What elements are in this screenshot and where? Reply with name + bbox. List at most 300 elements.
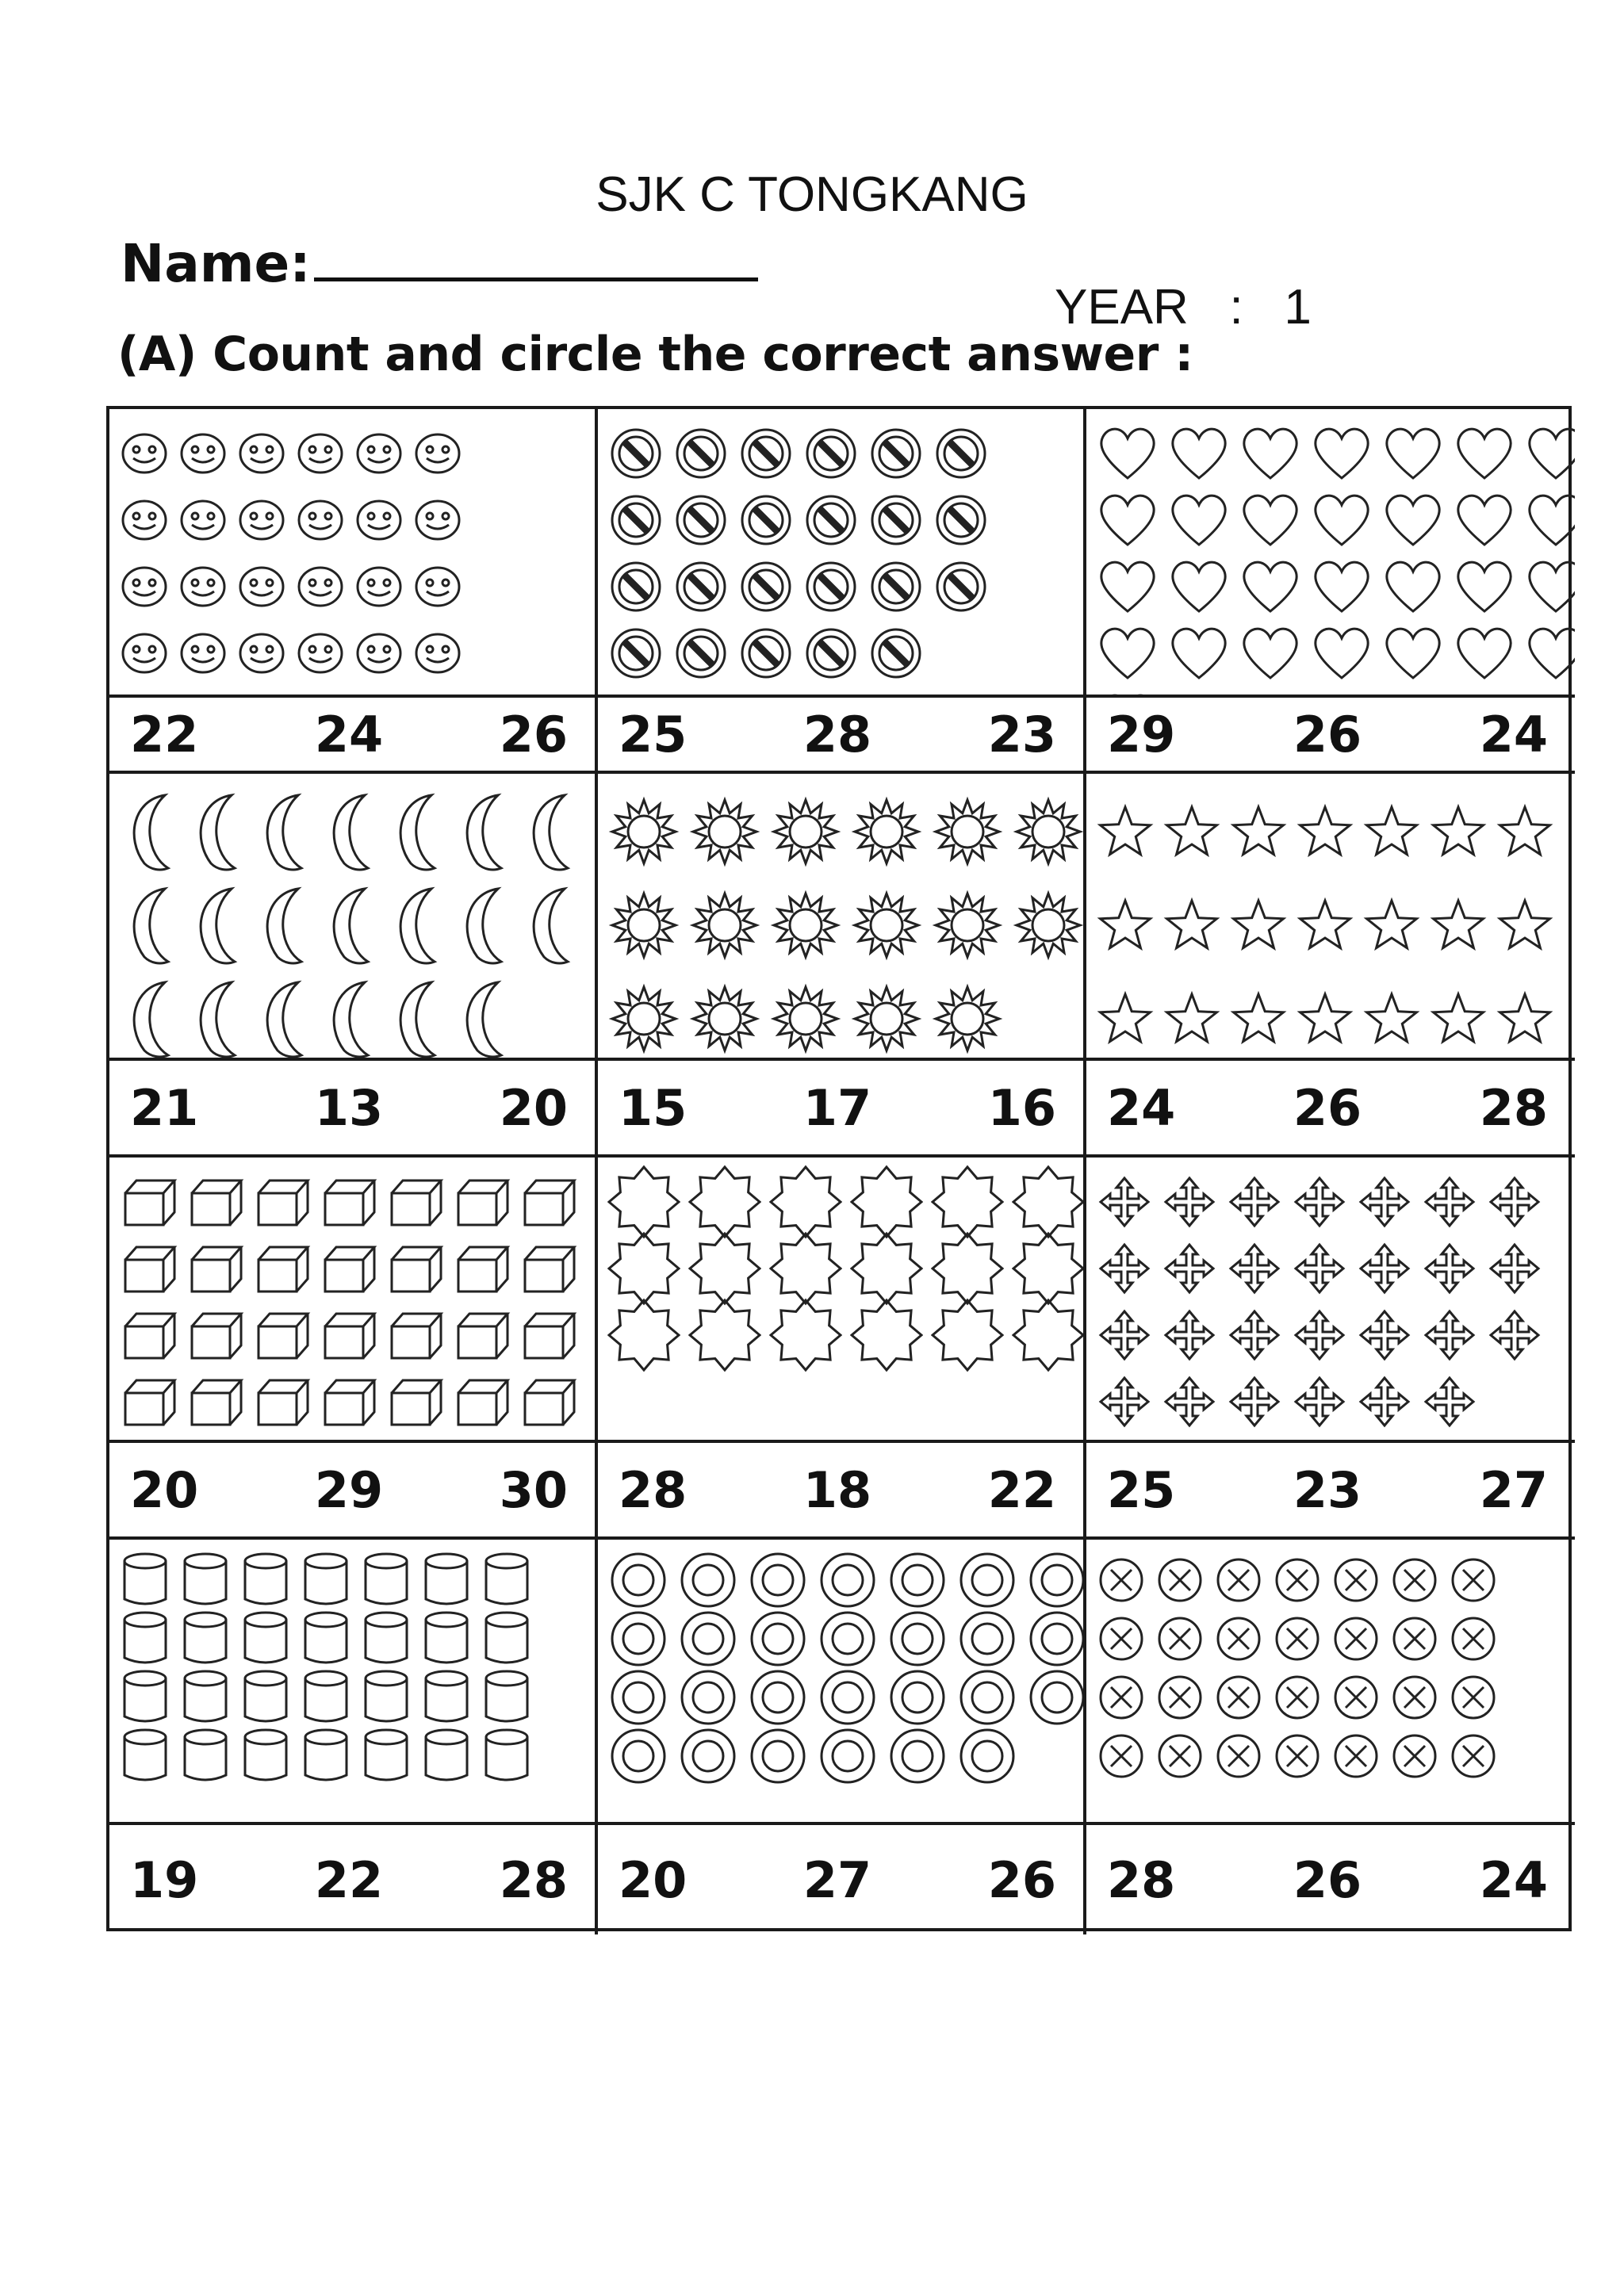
eight-point-star-icon [850,1295,923,1375]
heart-icon [1096,491,1159,549]
smiley-icon [412,561,463,612]
cylinder-icon [360,1667,412,1728]
double-circle-icon [607,1549,669,1611]
answer-option[interactable]: 30 [499,1460,568,1519]
shape-row [1096,420,1567,487]
star-icon [1296,989,1354,1048]
heart-icon [1096,691,1159,698]
cylinder-icon [179,1609,232,1669]
shape-row [119,553,587,620]
cross-arrows-icon [1356,1307,1413,1364]
smiley-icon [354,628,404,679]
answer-option[interactable]: 18 [802,1460,872,1519]
moon-icon [119,790,178,873]
shape-row [607,1235,1075,1302]
sun-icon [688,889,761,962]
smiley-icon [119,495,170,545]
star-icon [1496,989,1554,1048]
question-9-answers [1086,1443,1575,1540]
moon-icon [519,884,577,966]
no-sign-icon [672,558,730,615]
cylinder-icon [420,1726,473,1786]
question-1-picture [109,409,598,698]
shape-row [607,620,1075,687]
cross-arrows-icon [1421,1240,1478,1297]
shape-row [119,878,587,972]
answer-option[interactable]: 17 [802,1078,872,1137]
heart-icon [1239,424,1302,483]
cross-arrows-icon [1226,1307,1283,1364]
circled-x-icon [1331,1613,1381,1664]
shape-row [1096,487,1567,553]
moon-icon [385,790,444,873]
shape-row [1096,687,1567,698]
shape-row [119,1727,587,1785]
shape-row [1096,878,1567,972]
shape-row [607,1302,1075,1368]
question-12-picture [1086,1540,1575,1825]
answer-option[interactable]: 27 [1479,1460,1548,1519]
circled-x-icon [1389,1555,1440,1605]
no-sign-icon [672,625,730,682]
double-circle-icon [1026,1667,1086,1728]
cylinder-icon [119,1667,171,1728]
no-sign-icon [737,558,795,615]
answer-option[interactable]: 29 [314,1460,384,1519]
shape-row [1096,972,1567,1061]
star-icon [1096,989,1155,1048]
circled-x-icon [1213,1672,1264,1723]
answer-option[interactable]: 26 [499,705,568,763]
cross-arrows-icon [1096,1307,1153,1364]
star-icon [1429,802,1488,861]
question-11-answers [598,1825,1086,1934]
answer-option[interactable]: 22 [314,1850,384,1909]
cylinder-icon [300,1667,352,1728]
double-circle-icon [887,1725,948,1787]
moon-icon [186,790,244,873]
cylinder-icon [179,1667,232,1728]
shape-row [607,1727,1075,1785]
cylinder-icon [481,1609,533,1669]
circled-x-icon [1389,1613,1440,1664]
double-circle-icon [956,1725,1018,1787]
double-circle-icon [956,1667,1018,1728]
heart-icon [1381,557,1445,616]
cylinder-icon [119,1726,171,1786]
star-icon [1229,802,1288,861]
no-sign-icon [672,425,730,482]
shape-row [607,420,1075,487]
heart-icon [1524,557,1575,616]
question-10-picture [109,1540,598,1825]
circled-x-icon [1096,1613,1147,1664]
double-circle-icon [747,1549,809,1611]
cylinder-icon [420,1667,473,1728]
cylinder-icon [239,1609,292,1669]
smiley-icon [295,628,346,679]
circled-x-icon [1448,1672,1499,1723]
cross-arrows-icon [1421,1173,1478,1230]
heart-icon [1096,557,1159,616]
cross-arrows-icon [1291,1373,1348,1430]
double-circle-icon [747,1725,809,1787]
question-3-picture [1086,409,1575,698]
heart-icon [1453,424,1516,483]
sun-icon [769,889,842,962]
shape-row [119,1302,587,1368]
question-6-answers [1086,1061,1575,1158]
star-icon [1229,989,1288,1048]
name-blank-line[interactable] [314,232,758,281]
answer-option[interactable]: 26 [987,1850,1056,1909]
cube-icon [452,1307,511,1363]
shape-row [607,1668,1075,1727]
heart-icon [1096,624,1159,683]
cross-arrows-icon [1096,1173,1153,1230]
answer-option[interactable]: 22 [987,1460,1056,1519]
double-circle-icon [747,1667,809,1728]
cylinder-icon [360,1550,412,1610]
circled-x-icon [1272,1613,1323,1664]
cylinder-icon [239,1667,292,1728]
smiley-icon [295,495,346,545]
smiley-icon [354,495,404,545]
question-3-answers [1086,698,1575,774]
heart-icon [1310,557,1373,616]
double-circle-icon [956,1608,1018,1670]
heart-icon [1239,624,1302,683]
shape-row [607,972,1075,1061]
question-8-answers [598,1443,1086,1540]
answer-option[interactable]: 28 [1479,1078,1548,1137]
circled-x-icon [1448,1555,1499,1605]
circled-x-icon [1155,1731,1205,1781]
sun-icon [850,795,923,868]
moon-icon [519,790,577,873]
cross-arrows-icon [1486,1240,1543,1297]
star-icon [1296,802,1354,861]
cube-icon [119,1374,178,1429]
answer-option[interactable]: 20 [619,1850,688,1909]
cross-arrows-icon [1096,1373,1153,1430]
cube-icon [186,1241,244,1296]
cube-icon [252,1241,311,1296]
cross-arrows-icon [1161,1373,1218,1430]
question-2-answers [598,698,1086,774]
question-5-picture [598,774,1086,1061]
sun-icon [850,982,923,1055]
shape-row [119,1169,587,1235]
shape-row [607,553,1075,620]
no-sign-icon [933,558,990,615]
moon-icon [452,884,511,966]
moon-icon [319,884,377,966]
answer-option[interactable]: 27 [802,1850,872,1909]
answer-option[interactable]: 25 [619,705,688,763]
cross-arrows-icon [1421,1373,1478,1430]
circled-x-icon [1272,1555,1323,1605]
cube-icon [385,1241,444,1296]
smiley-icon [178,561,228,612]
moon-icon [319,978,377,1060]
answer-option[interactable]: 26 [1293,1850,1362,1909]
no-sign-icon [672,492,730,549]
heart-icon [1381,424,1445,483]
double-circle-icon [677,1725,739,1787]
smiley-icon [236,628,287,679]
cylinder-icon [119,1550,171,1610]
answer-option[interactable]: 13 [314,1078,384,1137]
cross-arrows-icon [1486,1173,1543,1230]
cube-icon [119,1307,178,1363]
sun-icon [931,982,1004,1055]
shape-row [1096,1368,1567,1435]
heart-icon [1167,491,1231,549]
cross-arrows-icon [1291,1173,1348,1230]
smiley-icon [178,428,228,479]
cube-icon [519,1241,577,1296]
shape-row [607,1609,1075,1668]
answer-option[interactable]: 28 [619,1460,688,1519]
cylinder-icon [360,1726,412,1786]
double-circle-icon [817,1608,879,1670]
answer-option[interactable]: 20 [499,1078,568,1137]
star-icon [1496,802,1554,861]
circled-x-icon [1331,1555,1381,1605]
heart-icon [1381,491,1445,549]
star-icon [1362,896,1421,955]
cube-icon [186,1307,244,1363]
eight-point-star-icon [688,1295,761,1375]
no-sign-icon [868,492,925,549]
shape-row [607,1169,1075,1235]
cylinder-icon [119,1609,171,1669]
circled-x-icon [1272,1672,1323,1723]
cylinder-icon [179,1550,232,1610]
circled-x-icon [1448,1731,1499,1781]
cube-icon [252,1307,311,1363]
smiley-icon [295,561,346,612]
question-8-picture [598,1158,1086,1443]
question-5-answers [598,1061,1086,1158]
eight-point-star-icon [1012,1295,1085,1375]
smiley-icon [119,428,170,479]
cylinder-icon [179,1726,232,1786]
moon-icon [252,978,311,1060]
cube-icon [186,1174,244,1230]
smiley-icon [412,628,463,679]
shape-row [1096,1727,1567,1785]
sun-icon [607,795,680,868]
question-6-picture [1086,774,1575,1061]
question-7-picture [109,1158,598,1443]
heart-icon [1524,624,1575,683]
circled-x-icon [1096,1555,1147,1605]
heart-icon [1453,557,1516,616]
double-circle-icon [677,1667,739,1728]
answer-option[interactable]: 16 [987,1078,1056,1137]
cross-arrows-icon [1226,1373,1283,1430]
cylinder-icon [300,1609,352,1669]
answer-option[interactable]: 28 [1107,1850,1176,1909]
moon-icon [186,978,244,1060]
heart-icon [1167,557,1231,616]
shape-row [1096,1668,1567,1727]
circled-x-icon [1096,1731,1147,1781]
double-circle-icon [607,1725,669,1787]
answer-option[interactable]: 29 [1107,705,1176,763]
sun-icon [769,795,842,868]
counting-grid [106,406,1572,1931]
sun-icon [850,889,923,962]
heart-icon [1524,491,1575,549]
cube-icon [519,1174,577,1230]
cross-arrows-icon [1161,1240,1218,1297]
no-sign-icon [933,492,990,549]
shape-row [119,972,587,1061]
eight-point-star-icon [607,1295,680,1375]
cross-arrows-icon [1356,1173,1413,1230]
cube-icon [452,1174,511,1230]
double-circle-icon [1026,1608,1086,1670]
cube-icon [252,1174,311,1230]
cube-icon [252,1374,311,1429]
smiley-icon [236,495,287,545]
question-4-answers [109,1061,598,1158]
moon-icon [452,790,511,873]
smiley-icon [354,561,404,612]
cylinder-icon [420,1550,473,1610]
shape-row [119,620,587,687]
answer-option[interactable]: 26 [1293,705,1362,763]
cylinder-icon [300,1726,352,1786]
no-sign-icon [802,425,860,482]
cube-icon [119,1241,178,1296]
name-field[interactable] [121,232,758,294]
cylinder-icon [481,1667,533,1728]
double-circle-icon [887,1608,948,1670]
heart-icon [1524,424,1575,483]
circled-x-icon [1096,1672,1147,1723]
no-sign-icon [802,558,860,615]
star-icon [1362,989,1421,1048]
moon-icon [252,884,311,966]
circled-x-icon [1272,1731,1323,1781]
answer-option[interactable]: 23 [1293,1460,1362,1519]
cross-arrows-icon [1421,1307,1478,1364]
circled-x-icon [1448,1613,1499,1664]
circled-x-icon [1155,1613,1205,1664]
cross-arrows-icon [1161,1307,1218,1364]
cylinder-icon [300,1550,352,1610]
circled-x-icon [1213,1555,1264,1605]
shape-row [119,1551,587,1609]
star-icon [1429,896,1488,955]
cube-icon [519,1307,577,1363]
star-icon [1162,896,1221,955]
heart-icon [1453,491,1516,549]
double-circle-icon [817,1725,879,1787]
star-icon [1429,989,1488,1048]
star-icon [1296,896,1354,955]
smiley-icon [236,428,287,479]
circled-x-icon [1389,1672,1440,1723]
double-circle-icon [677,1608,739,1670]
answer-option[interactable]: 15 [619,1078,688,1137]
shape-row [1096,1551,1567,1609]
cylinder-icon [360,1609,412,1669]
cube-icon [119,1174,178,1230]
sun-icon [688,982,761,1055]
cylinder-icon [239,1550,292,1610]
double-circle-icon [817,1549,879,1611]
cube-icon [319,1307,377,1363]
no-sign-icon [737,625,795,682]
cube-icon [452,1241,511,1296]
shape-row [1096,1302,1567,1368]
double-circle-icon [1026,1549,1086,1611]
shape-row [119,1368,587,1435]
smiley-icon [119,628,170,679]
no-sign-icon [737,425,795,482]
no-sign-icon [933,425,990,482]
answer-option[interactable]: 23 [987,705,1056,763]
question-2-picture [598,409,1086,698]
answer-option[interactable]: 20 [130,1460,199,1519]
no-sign-icon [868,625,925,682]
star-icon [1096,802,1155,861]
no-sign-icon [802,625,860,682]
sun-icon [607,982,680,1055]
cylinder-icon [481,1726,533,1786]
heart-icon [1239,557,1302,616]
cube-icon [319,1374,377,1429]
shape-row [119,420,587,487]
heart-icon [1381,624,1445,683]
heart-icon [1453,624,1516,683]
cylinder-icon [239,1726,292,1786]
answer-option[interactable]: 24 [1479,705,1548,763]
shape-row [119,1668,587,1727]
answer-option[interactable]: 19 [130,1850,199,1909]
answer-option[interactable]: 28 [802,705,872,763]
question-12-answers [1086,1825,1575,1934]
answer-option[interactable]: 24 [1107,1078,1176,1137]
answer-option[interactable]: 26 [1293,1078,1362,1137]
answer-option[interactable]: 21 [130,1078,199,1137]
cube-icon [319,1174,377,1230]
shape-row [607,1551,1075,1609]
cube-icon [385,1307,444,1363]
answer-option[interactable]: 25 [1107,1460,1176,1519]
answer-option[interactable]: 22 [130,705,199,763]
shape-row [119,1435,587,1443]
cross-arrows-icon [1356,1373,1413,1430]
cross-arrows-icon [1356,1240,1413,1297]
answer-option[interactable]: 28 [499,1850,568,1909]
question-7-answers [109,1443,598,1540]
star-icon [1162,989,1221,1048]
answer-option[interactable]: 24 [314,705,384,763]
name-label: Name: [121,233,311,294]
smiley-icon [412,428,463,479]
cube-icon [319,1241,377,1296]
cube-icon [385,1374,444,1429]
moon-icon [452,978,511,1060]
no-sign-icon [607,425,665,482]
answer-option[interactable]: 24 [1479,1850,1548,1909]
